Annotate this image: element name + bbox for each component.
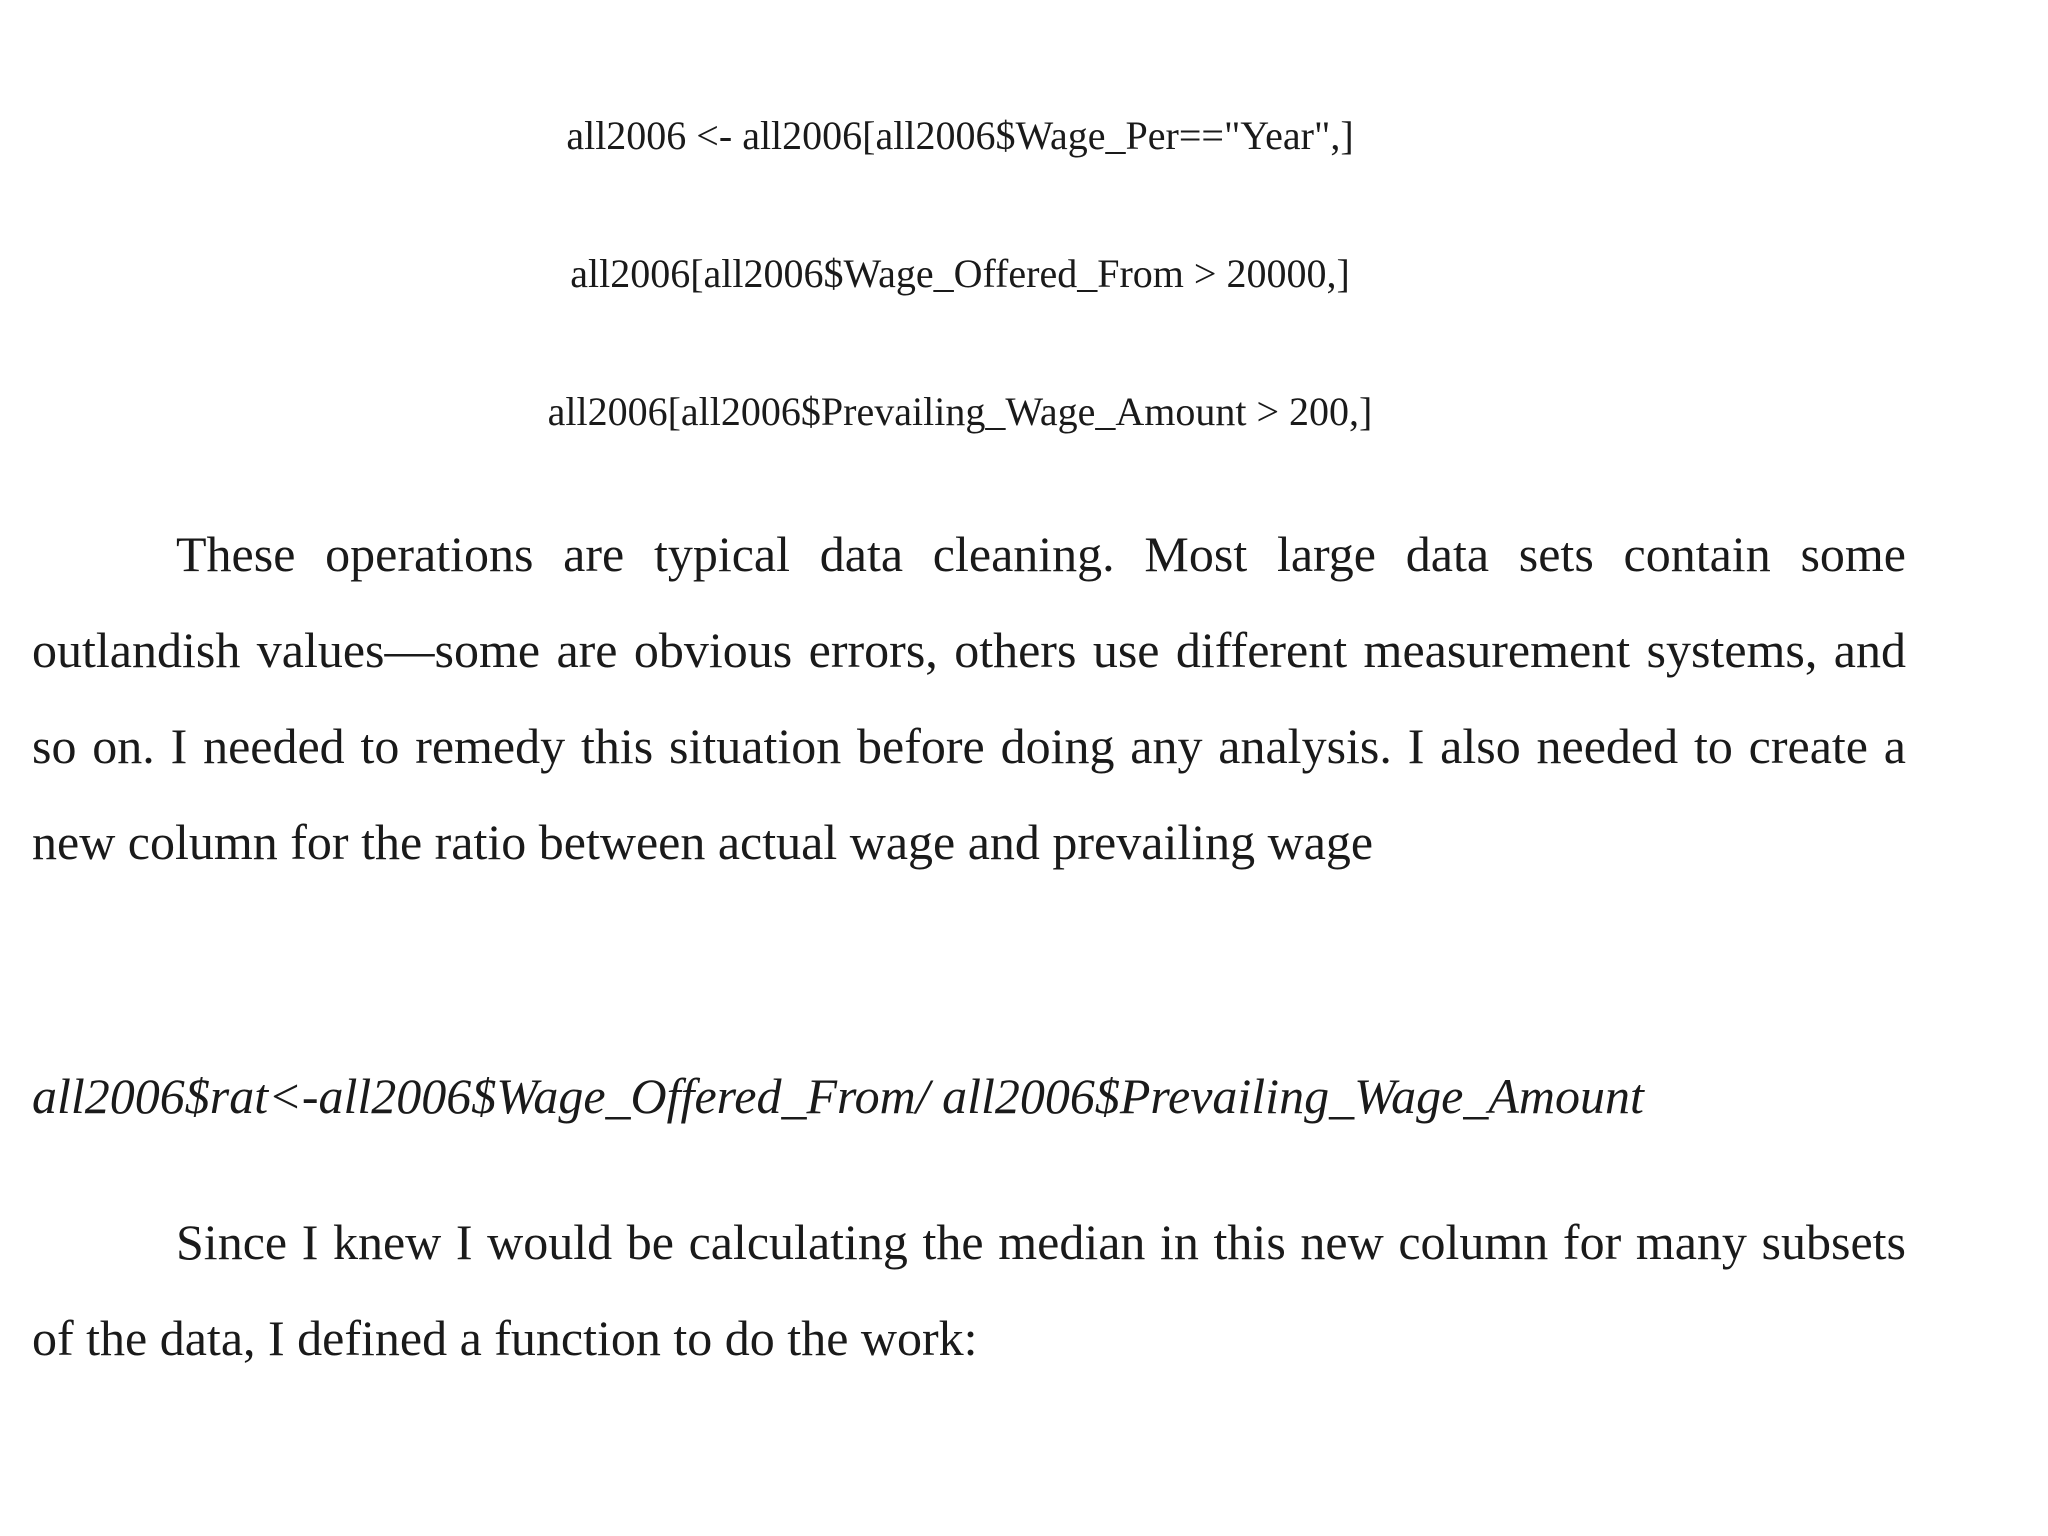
paragraph-data-cleaning <box>32 506 1906 890</box>
code-line-prevailing-wage-filter: all2006[all2006$Prevailing_Wage_Amount > 200,] <box>547 389 1373 434</box>
code-line-filter-wage-per: all2006 <- all2006[all2006$Wage_Per=="Year",] <box>566 113 1354 158</box>
code-line-wage-offered-filter: all2006[all2006$Wage_Offered_From > 20000,] <box>570 251 1350 296</box>
paragraph-median-function <box>32 1194 1906 1386</box>
paragraph-data-cleaning-text: These operations are typical data cleaning. Most large data sets contain some outlandish values—some are obvious errors, others use different measurement systems, and so on. I needed to remedy this situation before doing any analysis. I also needed to create a new column for the ratio between actual wage and prevailing wage <box>32 526 1906 870</box>
paragraph-median-function-text: Since I knew I would be calculating the median in this new column for many subsets of the data, I defined a function to do the work: <box>32 1214 1906 1366</box>
code-line-ratio-column: all2006$rat<-all2006$Wage_Offered_From/ all2006$Prevailing_Wage_Amount <box>32 1068 1644 1124</box>
